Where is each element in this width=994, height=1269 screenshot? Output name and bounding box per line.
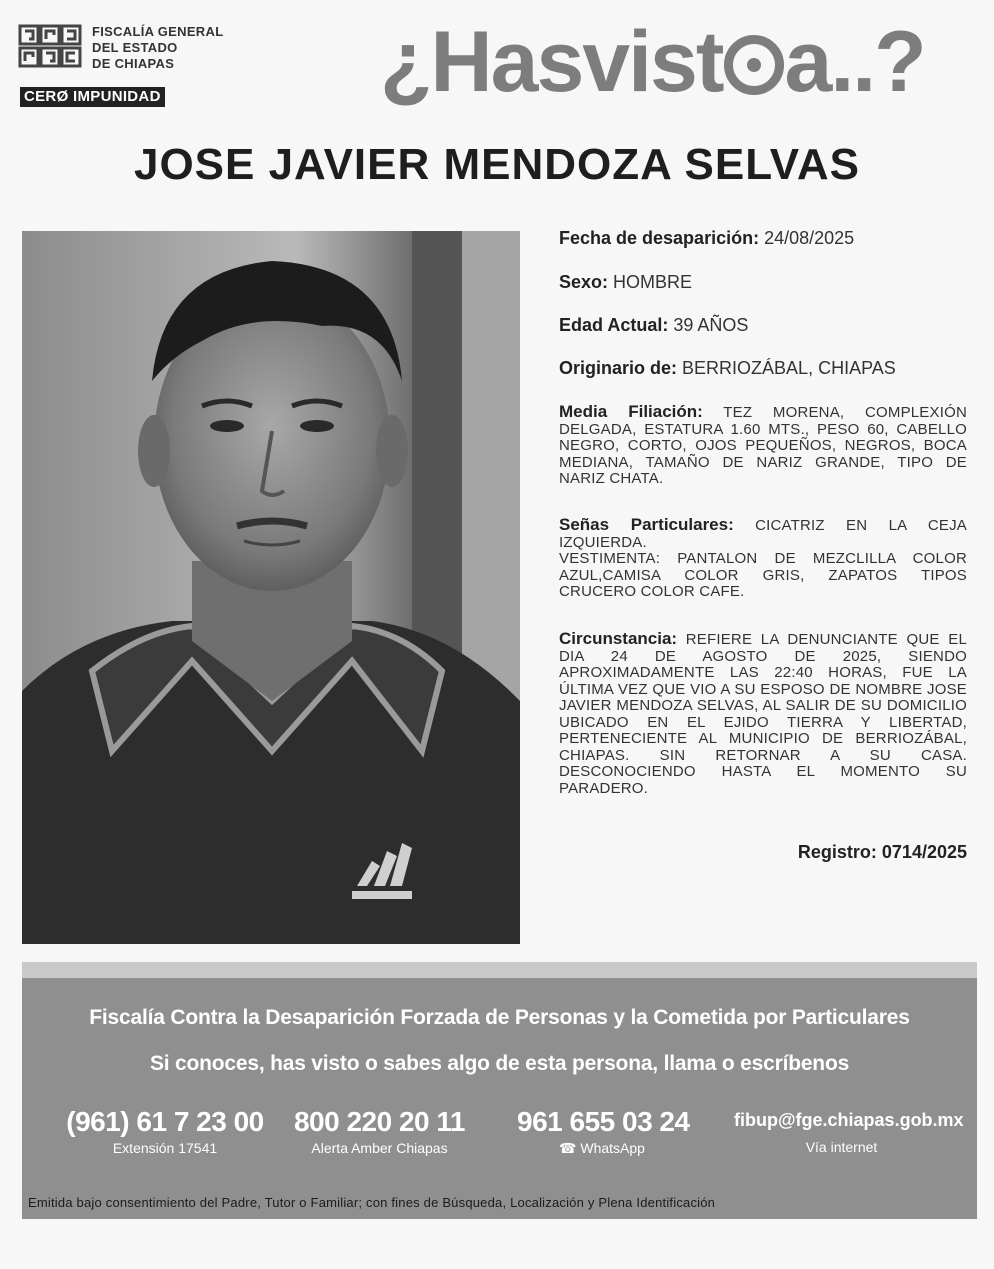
circunstancia-value: REFIERE LA DENUNCIANTE QUE EL DIA 24 DE AGOSTO DE 2025, SIENDO APROXIMADAMENTE LAS 22:40 HORAS, FUE LA ÚLTIMA VEZ QUE VIO A SU ESPOSO DE NOMBRE JOSE JAVIER MENDOZA SELVAS, AL SALIR DE SU DOMICILIO UBICADO EN EL EJIDO TIERRA Y LIBERTAD, PERTENECIENTE AL MUNICIPIO DE BERRIOZÁBAL, CHIAPAS. SIN RETORNAR A SU CASA. DESCONOCIENDO HASTA EL MOMENTO SU PARADERO. (559, 631, 967, 797)
contact-phone-1-number[interactable]: (961) 61 7 23 00 (66, 1106, 264, 1137)
logo-line-3: DE CHIAPAS (92, 56, 175, 71)
contact-email[interactable] (734, 1106, 964, 1155)
sexo-label: Sexo: (559, 272, 609, 292)
banner-text-a: ¿Hasvist (380, 14, 723, 110)
contact-whatsapp-number[interactable]: 961 655 03 24 (517, 1106, 690, 1137)
contact-phone-1[interactable] (60, 1106, 270, 1156)
sexo-row (559, 272, 692, 293)
vestimenta-value: VESTIMENTA: PANTALON DE MEZCLILLA COLOR AZUL,CAMISA COLOR GRIS, ZAPATOS TIPOS CRUCERO COLOR CAFE. (559, 550, 967, 600)
edad-value: 39 AÑOS (673, 315, 749, 335)
fecha-value: 24/08/2025 (764, 228, 855, 248)
circunstancia-block (559, 631, 967, 797)
senas-label: Señas Particulares: (559, 515, 734, 534)
person-photo (22, 231, 520, 944)
filiacion-value: TEZ MORENA, COMPLEXIÓN DELGADA, ESTATURA 1.60 MTS., PESO 60, CABELLO NEGRO, CORTO, OJOS PEQUEÑOS, NEGROS, BOCA MEDIANA, TAMAÑO DE NARIZ GRANDE, TIPO DE NARIZ CHATA. (559, 404, 967, 487)
origen-row (559, 358, 896, 379)
fiscalia-name (92, 24, 223, 72)
filiacion-label: Media Filiación: (559, 402, 703, 421)
cero-impunidad-tagline: CERØ IMPUNIDAD (20, 87, 165, 107)
has-visto-banner (380, 14, 925, 110)
person-photo-illustration (22, 231, 520, 944)
filiacion-block (559, 404, 967, 488)
fiscalia-emblem-icon (18, 22, 82, 70)
contact-alerta-amber-sub: Alerta Amber Chiapas (311, 1140, 448, 1156)
person-name: JOSE JAVIER MENDOZA SELVAS (133, 140, 861, 189)
contact-alerta-amber[interactable] (292, 1106, 467, 1156)
footer-top-band (22, 962, 977, 978)
circunstancia-label: Circunstancia: (559, 629, 678, 648)
contact-email-sub: Vía internet (805, 1139, 878, 1155)
senas-value: CICATRIZ EN LA CEJA IZQUIERDA. (559, 517, 967, 551)
sexo-value: HOMBRE (613, 272, 693, 292)
edad-label: Edad Actual: (559, 315, 669, 335)
contact-whatsapp-sub (517, 1140, 687, 1157)
contact-phone-1-sub: Extensión 17541 (112, 1140, 218, 1156)
contact-alerta-amber-number[interactable]: 800 220 20 11 (293, 1106, 465, 1137)
call-to-action: Si conoces, has visto o sabes algo de esta persona, llama o escríbenos (149, 1052, 850, 1075)
fiscalia-department: Fiscalía Contra la Desaparición Forzada de Personas y la Cometida por Particulares (89, 1006, 910, 1029)
contact-whatsapp-label: WhatsApp (580, 1140, 645, 1156)
contact-whatsapp[interactable] (517, 1106, 690, 1157)
origen-value: BERRIOZÁBAL, CHIAPAS (682, 358, 896, 378)
consent-disclaimer: Emitida bajo consentimiento del Padre, Tutor o Familiar; con fines de Búsqueda, Localización y Plena Identificación (28, 1195, 716, 1210)
contact-footer (22, 962, 977, 1219)
senas-block (559, 517, 967, 601)
registro-number: Registro: 0714/2025 (797, 842, 967, 862)
contact-email-address[interactable]: fibup@fge.chiapas.gob.mx (734, 1110, 964, 1130)
logo-line-1: FISCALÍA GENERAL (92, 24, 224, 39)
edad-row (559, 315, 748, 336)
fecha-row (559, 228, 854, 249)
fiscalia-logo (18, 22, 228, 82)
whatsapp-icon: ☎ (559, 1140, 577, 1156)
logo-line-2: DEL ESTADO (92, 40, 178, 55)
origen-label: Originario de: (559, 358, 678, 378)
eye-icon (724, 35, 784, 95)
banner-text-b: a..? (784, 14, 925, 110)
fecha-label: Fecha de desaparición: (559, 228, 760, 248)
